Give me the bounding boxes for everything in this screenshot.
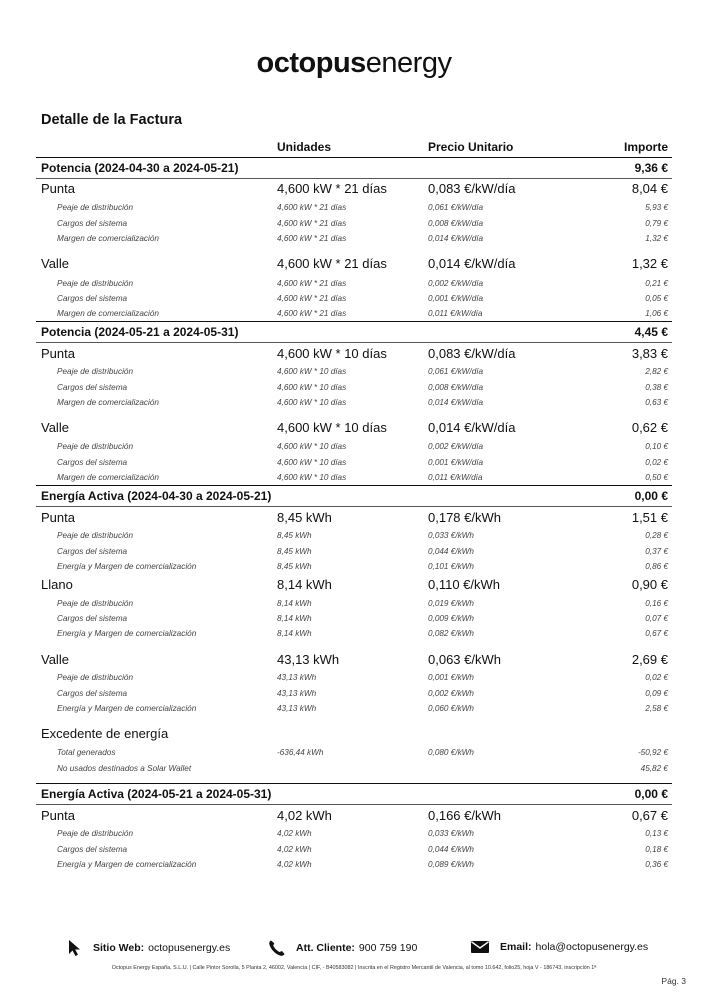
- subrow-units: 4,600 kW * 10 días: [277, 458, 347, 467]
- subrow-price: 0,008 €/kW/día: [428, 219, 484, 228]
- subrow: [36, 703, 672, 715]
- subrow-label: Margen de comercialización: [57, 473, 159, 482]
- row-price: 0,083 €/kW/día: [428, 346, 516, 361]
- subrow-label: Cargos del sistema: [57, 458, 128, 467]
- row-price: 0,063 €/kWh: [428, 652, 501, 667]
- subrow: [36, 366, 672, 378]
- subrow-units: 8,14 kWh: [277, 629, 312, 638]
- subrow-units: 4,600 kW * 21 días: [277, 279, 347, 288]
- subrow-amount: 0,02 €: [645, 673, 668, 682]
- footer-phone-number[interactable]: 900 759 190: [358, 942, 418, 954]
- section-header: [36, 322, 672, 342]
- subrow-label: Peaje de distribución: [57, 279, 134, 288]
- subrow-units: 4,600 kW * 10 días: [277, 367, 347, 376]
- subrow: [36, 382, 672, 394]
- footer-email: [470, 939, 648, 955]
- subrow-price: 0,060 €/kWh: [428, 704, 474, 713]
- subrow: [36, 828, 672, 840]
- row-price: 0,178 €/kWh: [428, 510, 501, 525]
- subrow-label: Peaje de distribución: [57, 367, 134, 376]
- subrow: [36, 561, 672, 573]
- row-amount: 1,32 €: [631, 256, 668, 271]
- subrow-price: 0,101 €/kWh: [428, 562, 474, 571]
- subrow-price: 0,089 €/kWh: [428, 860, 474, 869]
- column-header-precio: Precio Unitario: [428, 140, 514, 154]
- subrow-units: 43,13 kWh: [277, 704, 317, 713]
- row-amount: 8,04 €: [631, 181, 668, 196]
- tariff-row: [36, 509, 672, 527]
- subrow-amount: 2,58 €: [645, 704, 668, 713]
- subrow-price: 0,061 €/kW/día: [428, 203, 484, 212]
- subrow-units: 8,45 kWh: [277, 531, 312, 540]
- column-header-importe: Importe: [623, 140, 668, 154]
- subrow-label: Peaje de distribución: [57, 673, 134, 682]
- tariff-row: [36, 576, 672, 594]
- subrow-units: 4,02 kWh: [277, 829, 312, 838]
- tariff-row: [36, 725, 672, 743]
- subrow-label: Cargos del sistema: [57, 845, 128, 854]
- subrow-units: 4,02 kWh: [277, 860, 312, 869]
- subrow-price: 0,009 €/kWh: [428, 614, 474, 623]
- subrow-amount: 0,86 €: [645, 562, 668, 571]
- page-title: Detalle de la Factura: [41, 112, 183, 128]
- subrow-amount: 0,67 €: [645, 629, 668, 638]
- subrow-price: 0,014 €/kW/día: [428, 398, 484, 407]
- subrow-amount: 0,07 €: [645, 614, 668, 623]
- section-title: Energía Activa (2024-05-21 a 2024-05-31): [41, 787, 272, 801]
- section-header: [36, 486, 672, 506]
- subrow-amount: 0,13 €: [645, 829, 668, 838]
- subrow: [36, 546, 672, 558]
- subrow-label: Total generados: [57, 748, 116, 757]
- subrow-amount: 0,50 €: [645, 473, 668, 482]
- section-underline: [36, 178, 672, 179]
- section-header: [36, 784, 672, 804]
- subrow-amount: 1,06 €: [645, 309, 668, 318]
- row-units: 4,600 kW * 10 días: [277, 420, 387, 435]
- subrow-label: Cargos del sistema: [57, 294, 128, 303]
- subrow-amount: 0,63 €: [645, 398, 668, 407]
- subrow-price: 0,011 €/kW/día: [428, 309, 483, 318]
- subrow-price: 0,080 €/kWh: [428, 748, 474, 757]
- subrow-units: 4,600 kW * 10 días: [277, 442, 347, 451]
- row-price: 0,014 €/kW/día: [428, 420, 516, 435]
- subrow-label: Peaje de distribución: [57, 599, 134, 608]
- subrow-amount: 45,82 €: [640, 764, 668, 773]
- subrow-label: Energía y Margen de comercialización: [57, 629, 197, 638]
- subrow-label: Cargos del sistema: [57, 219, 128, 228]
- subrow-price: 0,011 €/kW/día: [428, 473, 483, 482]
- subrow-label: Energía y Margen de comercialización: [57, 860, 197, 869]
- subrow-label: Peaje de distribución: [57, 531, 134, 540]
- row-amount: 0,90 €: [631, 577, 668, 592]
- row-units: 4,600 kW * 21 días: [277, 181, 387, 196]
- footer-website: [67, 939, 230, 957]
- subrow-units: 8,14 kWh: [277, 614, 312, 623]
- subrow: [36, 202, 672, 214]
- subrow-amount: 5,93 €: [645, 203, 668, 212]
- subrow-price: 0,044 €/kWh: [428, 845, 474, 854]
- subrow-price: 0,002 €/kW/día: [428, 442, 484, 451]
- subrow-units: 4,600 kW * 21 días: [277, 234, 347, 243]
- tariff-row: [36, 345, 672, 363]
- subrow-price: 0,002 €/kW/día: [428, 279, 484, 288]
- subrow-price: 0,001 €/kW/día: [428, 294, 484, 303]
- tariff-row: [36, 255, 672, 273]
- subrow-units: 4,600 kW * 21 días: [277, 219, 347, 228]
- subrow-label: Margen de comercialización: [57, 234, 159, 243]
- subrow-price: 0,033 €/kWh: [428, 531, 474, 540]
- row-amount: 1,51 €: [631, 510, 668, 525]
- subrow: [36, 844, 672, 856]
- subrow-price: 0,044 €/kWh: [428, 547, 474, 556]
- legal-notice: Octopus Energy España, S.L.U. | Calle Pintor Sorolla, 5 Planta 2, 46002, Valencia | CIF, - B40583082 | Inscrita en el Registro Mercantil de Valencia, al tomo 10.642, folio25, hoja V - 186743, inscripción 1ª: [111, 965, 597, 971]
- section-underline: [36, 342, 672, 343]
- row-price: 0,166 €/kWh: [428, 808, 501, 823]
- subrow-units: 4,600 kW * 10 días: [277, 398, 347, 407]
- subrow-amount: 0,16 €: [645, 599, 668, 608]
- subrow-label: Peaje de distribución: [57, 829, 134, 838]
- subrow-units: 8,45 kWh: [277, 562, 312, 571]
- row-amount: 0,67 €: [631, 808, 668, 823]
- section-total: 4,45 €: [634, 325, 668, 339]
- subrow-amount: -50,92 €: [637, 748, 668, 757]
- subrow: [36, 672, 672, 684]
- subrow-amount: 0,09 €: [645, 689, 668, 698]
- tariff-row: [36, 180, 672, 198]
- section-title: Energía Activa (2024-04-30 a 2024-05-21): [41, 489, 272, 503]
- subrow-units: 4,600 kW * 21 días: [277, 294, 347, 303]
- subrow: [36, 688, 672, 700]
- subrow-price: 0,061 €/kW/día: [428, 367, 484, 376]
- cursor-arrow-icon: [67, 939, 83, 957]
- subrow-label: No usados destinados a Solar Wallet: [57, 764, 192, 773]
- subrow-price: 0,002 €/kWh: [428, 689, 474, 698]
- subrow-label: Margen de comercialización: [57, 309, 159, 318]
- subrow-units: 4,02 kWh: [277, 845, 312, 854]
- footer-phone: [268, 939, 417, 957]
- subrow-price: 0,008 €/kW/día: [428, 383, 484, 392]
- section-header: [36, 158, 672, 178]
- subrow-price: 0,019 €/kWh: [428, 599, 474, 608]
- section-underline: [36, 804, 672, 805]
- subrow: [36, 218, 672, 230]
- footer-web-label: Sitio Web:: [93, 942, 145, 954]
- phone-icon: [268, 939, 286, 957]
- row-label: Valle: [41, 652, 69, 667]
- row-price: 0,083 €/kW/día: [428, 181, 516, 196]
- row-amount: 2,69 €: [631, 652, 668, 667]
- subrow-amount: 0,02 €: [645, 458, 668, 467]
- subrow-amount: 0,38 €: [645, 383, 668, 392]
- subrow-units: 4,600 kW * 10 días: [277, 383, 347, 392]
- row-price: 0,014 €/kW/día: [428, 256, 516, 271]
- row-label: Excedente de energía: [41, 726, 169, 741]
- subrow-amount: 0,21 €: [645, 279, 668, 288]
- subrow-amount: 0,36 €: [645, 860, 668, 869]
- subrow-amount: 0,37 €: [645, 547, 668, 556]
- subrow: [36, 293, 672, 305]
- subrow-label: Energía y Margen de comercialización: [57, 562, 197, 571]
- page-number: Pág. 3: [661, 976, 686, 986]
- subrow: [36, 233, 672, 245]
- subrow: [36, 457, 672, 469]
- subrow-label: Cargos del sistema: [57, 383, 128, 392]
- tariff-row: [36, 651, 672, 669]
- row-units: 43,13 kWh: [277, 652, 340, 667]
- subrow: [36, 441, 672, 453]
- subrow-units: 8,45 kWh: [277, 547, 312, 556]
- row-label: Punta: [41, 808, 75, 823]
- subrow-amount: 0,79 €: [645, 219, 668, 228]
- subrow: [36, 308, 672, 320]
- row-units: 8,14 kWh: [277, 577, 332, 592]
- row-label: Valle: [41, 256, 69, 271]
- row-units: 4,600 kW * 10 días: [277, 346, 387, 361]
- row-label: Valle: [41, 420, 69, 435]
- subrow-units: 8,14 kWh: [277, 599, 312, 608]
- subrow: [36, 278, 672, 290]
- subrow-label: Cargos del sistema: [57, 614, 128, 623]
- subrow: [36, 397, 672, 409]
- row-amount: 3,83 €: [631, 346, 668, 361]
- subrow-units: 43,13 kWh: [277, 673, 317, 682]
- subrow-label: Cargos del sistema: [57, 547, 128, 556]
- subrow-price: 0,014 €/kW/día: [428, 234, 484, 243]
- subrow-units: 4,600 kW * 21 días: [277, 309, 347, 318]
- row-label: Llano: [41, 577, 73, 592]
- subrow-units: 4,600 kW * 21 días: [277, 203, 347, 212]
- section-underline: [36, 506, 672, 507]
- subrow: [36, 598, 672, 610]
- section-total: 0,00 €: [634, 787, 668, 801]
- footer-web-link[interactable]: octopusenergy.es: [148, 942, 231, 954]
- subrow-amount: 0,18 €: [645, 845, 668, 854]
- subrow-price: 0,001 €/kW/día: [428, 458, 484, 467]
- subrow-amount: 1,32 €: [645, 234, 668, 243]
- section-total: 9,36 €: [634, 161, 668, 175]
- subrow-label: Margen de comercialización: [57, 398, 159, 407]
- section-title: Potencia (2024-04-30 a 2024-05-21): [41, 161, 239, 175]
- subrow-amount: 0,10 €: [645, 442, 668, 451]
- row-label: Punta: [41, 346, 75, 361]
- subrow-price: 0,001 €/kWh: [428, 673, 474, 682]
- subrow: [36, 859, 672, 871]
- subrow: [36, 472, 672, 484]
- subrow-amount: 0,05 €: [645, 294, 668, 303]
- row-units: 4,02 kWh: [277, 808, 332, 823]
- subrow-label: Energía y Margen de comercialización: [57, 704, 197, 713]
- logo-octopus: octopus: [256, 47, 366, 79]
- subrow-label: Peaje de distribución: [57, 203, 134, 212]
- row-units: 4,600 kW * 21 días: [277, 256, 387, 271]
- row-label: Punta: [41, 510, 75, 525]
- section-total: 0,00 €: [634, 489, 668, 503]
- logo-energy: energy: [365, 47, 452, 79]
- footer-phone-label: Att. Cliente:: [296, 942, 355, 954]
- subrow-label: Cargos del sistema: [57, 689, 128, 698]
- row-price: 0,110 €/kWh: [428, 577, 501, 592]
- envelope-icon: [470, 939, 490, 955]
- footer-email-label: Email:: [500, 941, 532, 953]
- subrow-units: 43,13 kWh: [277, 689, 317, 698]
- subrow: [36, 613, 672, 625]
- subrow-units: -636,44 kWh: [277, 748, 324, 757]
- row-units: 8,45 kWh: [277, 510, 332, 525]
- tariff-row: [36, 419, 672, 437]
- subrow: [36, 747, 672, 759]
- subrow-amount: 2,82 €: [645, 367, 668, 376]
- subrow-units: 4,600 kW * 10 días: [277, 473, 347, 482]
- tariff-row: [36, 807, 672, 825]
- subrow-price: 0,033 €/kWh: [428, 829, 474, 838]
- subrow: [36, 530, 672, 542]
- column-header-unidades: Unidades: [277, 140, 332, 154]
- subrow-amount: 0,28 €: [645, 531, 668, 540]
- invoice-detail-table: [36, 0, 672, 1000]
- row-label: Punta: [41, 181, 75, 196]
- subrow: [36, 763, 672, 775]
- subrow-price: 0,082 €/kWh: [428, 629, 474, 638]
- section-title: Potencia (2024-05-21 a 2024-05-31): [41, 325, 239, 339]
- subrow: [36, 628, 672, 640]
- subrow-label: Peaje de distribución: [57, 442, 134, 451]
- footer-email-link[interactable]: hola@octopusenergy.es: [535, 941, 649, 953]
- row-amount: 0,62 €: [631, 420, 668, 435]
